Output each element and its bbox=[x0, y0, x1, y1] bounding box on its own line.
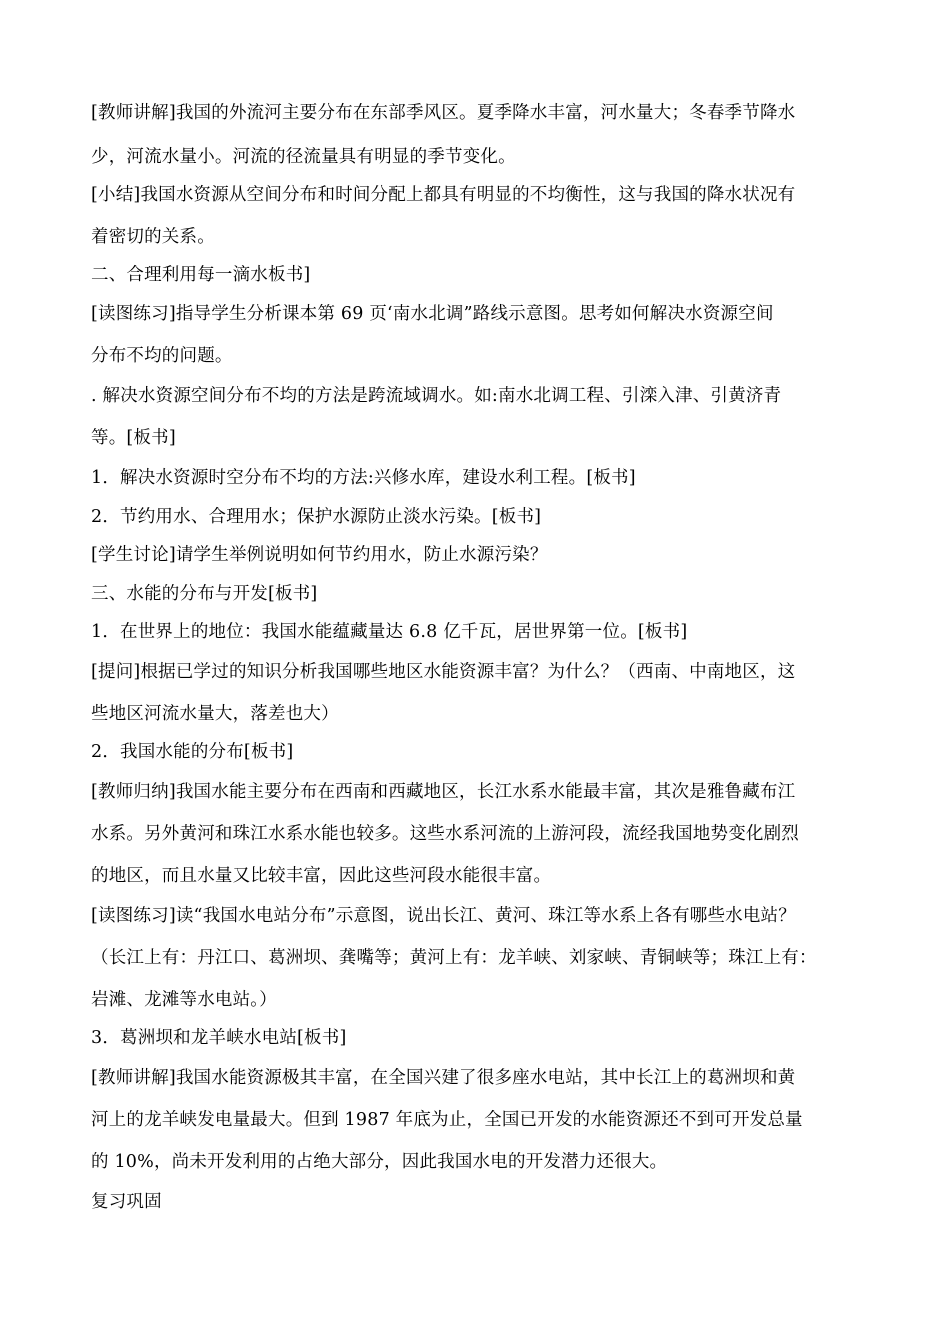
paragraph-line: 河上的龙羊峡发电量最大。但到 1987 年底为止，全国已开发的水能资源还不到可开发总量 bbox=[91, 1110, 803, 1130]
section-heading: 复习巩固 bbox=[91, 1192, 162, 1212]
paragraph-line: [教师归纳]我国水能主要分布在西南和西藏地区，长江水系水能最丰富，其次是雅鲁藏布江 bbox=[91, 782, 796, 802]
section-heading: 二、合理利用每一滴水板书] bbox=[91, 265, 311, 285]
paragraph-line: 岩滩、龙滩等水电站。） bbox=[91, 990, 277, 1010]
paragraph-line: 着密切的关系。 bbox=[91, 227, 215, 247]
list-item: 3．葛洲坝和龙羊峡水电站[板书] bbox=[91, 1028, 347, 1048]
paragraph-line: [教师讲解]我国的外流河主要分布在东部季风区。夏季降水丰富，河水量大；冬春季节降水 bbox=[91, 103, 796, 123]
section-heading: 三、水能的分布与开发[板书] bbox=[91, 584, 318, 604]
paragraph-line: 水系。另外黄河和珠江水系水能也较多。这些水系河流的上游河段，流经我国地势变化剧烈 bbox=[91, 824, 799, 844]
paragraph-line: 等。[板书] bbox=[91, 428, 176, 448]
list-item: 2．节约用水、合理用水；保护水源防止淡水污染。[板书] bbox=[91, 507, 542, 527]
paragraph-line: 分布不均的问题。 bbox=[91, 346, 233, 366]
paragraph-line: [读图练习]指导学生分析课本第 69 页‘南水北调”路线示意图。思考如何解决水资源空间 bbox=[91, 304, 774, 324]
list-item: 1．解决水资源时空分布不均的方法:兴修水库，建设水利工程。[板书] bbox=[91, 468, 636, 488]
paragraph-line: 少，河流水量小。河流的径流量具有明显的季节变化。 bbox=[91, 147, 516, 167]
paragraph-line: （长江上有：丹江口、葛洲坝、龚嘴等；黄河上有：龙羊峡、刘家峡、青铜峡等；珠江上有： bbox=[91, 948, 817, 968]
paragraph-line: [小结]我国水资源从空间分布和时间分配上都具有明显的不均衡性，这与我国的降水状况有 bbox=[91, 185, 796, 205]
paragraph-line: [教师讲解]我国水能资源极其丰富，在全国兴建了很多座水电站，其中长江上的葛洲坝和黄 bbox=[91, 1068, 796, 1088]
paragraph-line: [读图练习]读“我国水电站分布”示意图，说出长江、黄河、珠江等水系上各有哪些水电站？ bbox=[91, 906, 796, 926]
list-item: 1．在世界上的地位：我国水能蕴藏量达 6.8 亿千瓦，居世界第一位。[板书] bbox=[91, 622, 688, 642]
paragraph-line: . 解决水资源空间分布不均的方法是跨流域调水。如:南水北调工程、引滦入津、引黄济青 bbox=[91, 386, 782, 406]
list-item: 2．我国水能的分布[板书] bbox=[91, 742, 294, 762]
paragraph-line: 的地区，而且水量又比较丰富，因此这些河段水能很丰富。 bbox=[91, 866, 552, 886]
paragraph-line: [学生讨论]请学生举例说明如何节约用水，防止水源污染？ bbox=[91, 545, 548, 565]
paragraph-line: [提问]根据已学过的知识分析我国哪些地区水能资源丰富？为什么？（西南、中南地区，这 bbox=[91, 662, 796, 682]
paragraph-line: 些地区河流水量大，落差也大） bbox=[91, 704, 339, 724]
paragraph-line: 的 10%，尚未开发利用的占绝大部分，因此我国水电的开发潜力还很大。 bbox=[91, 1152, 668, 1172]
